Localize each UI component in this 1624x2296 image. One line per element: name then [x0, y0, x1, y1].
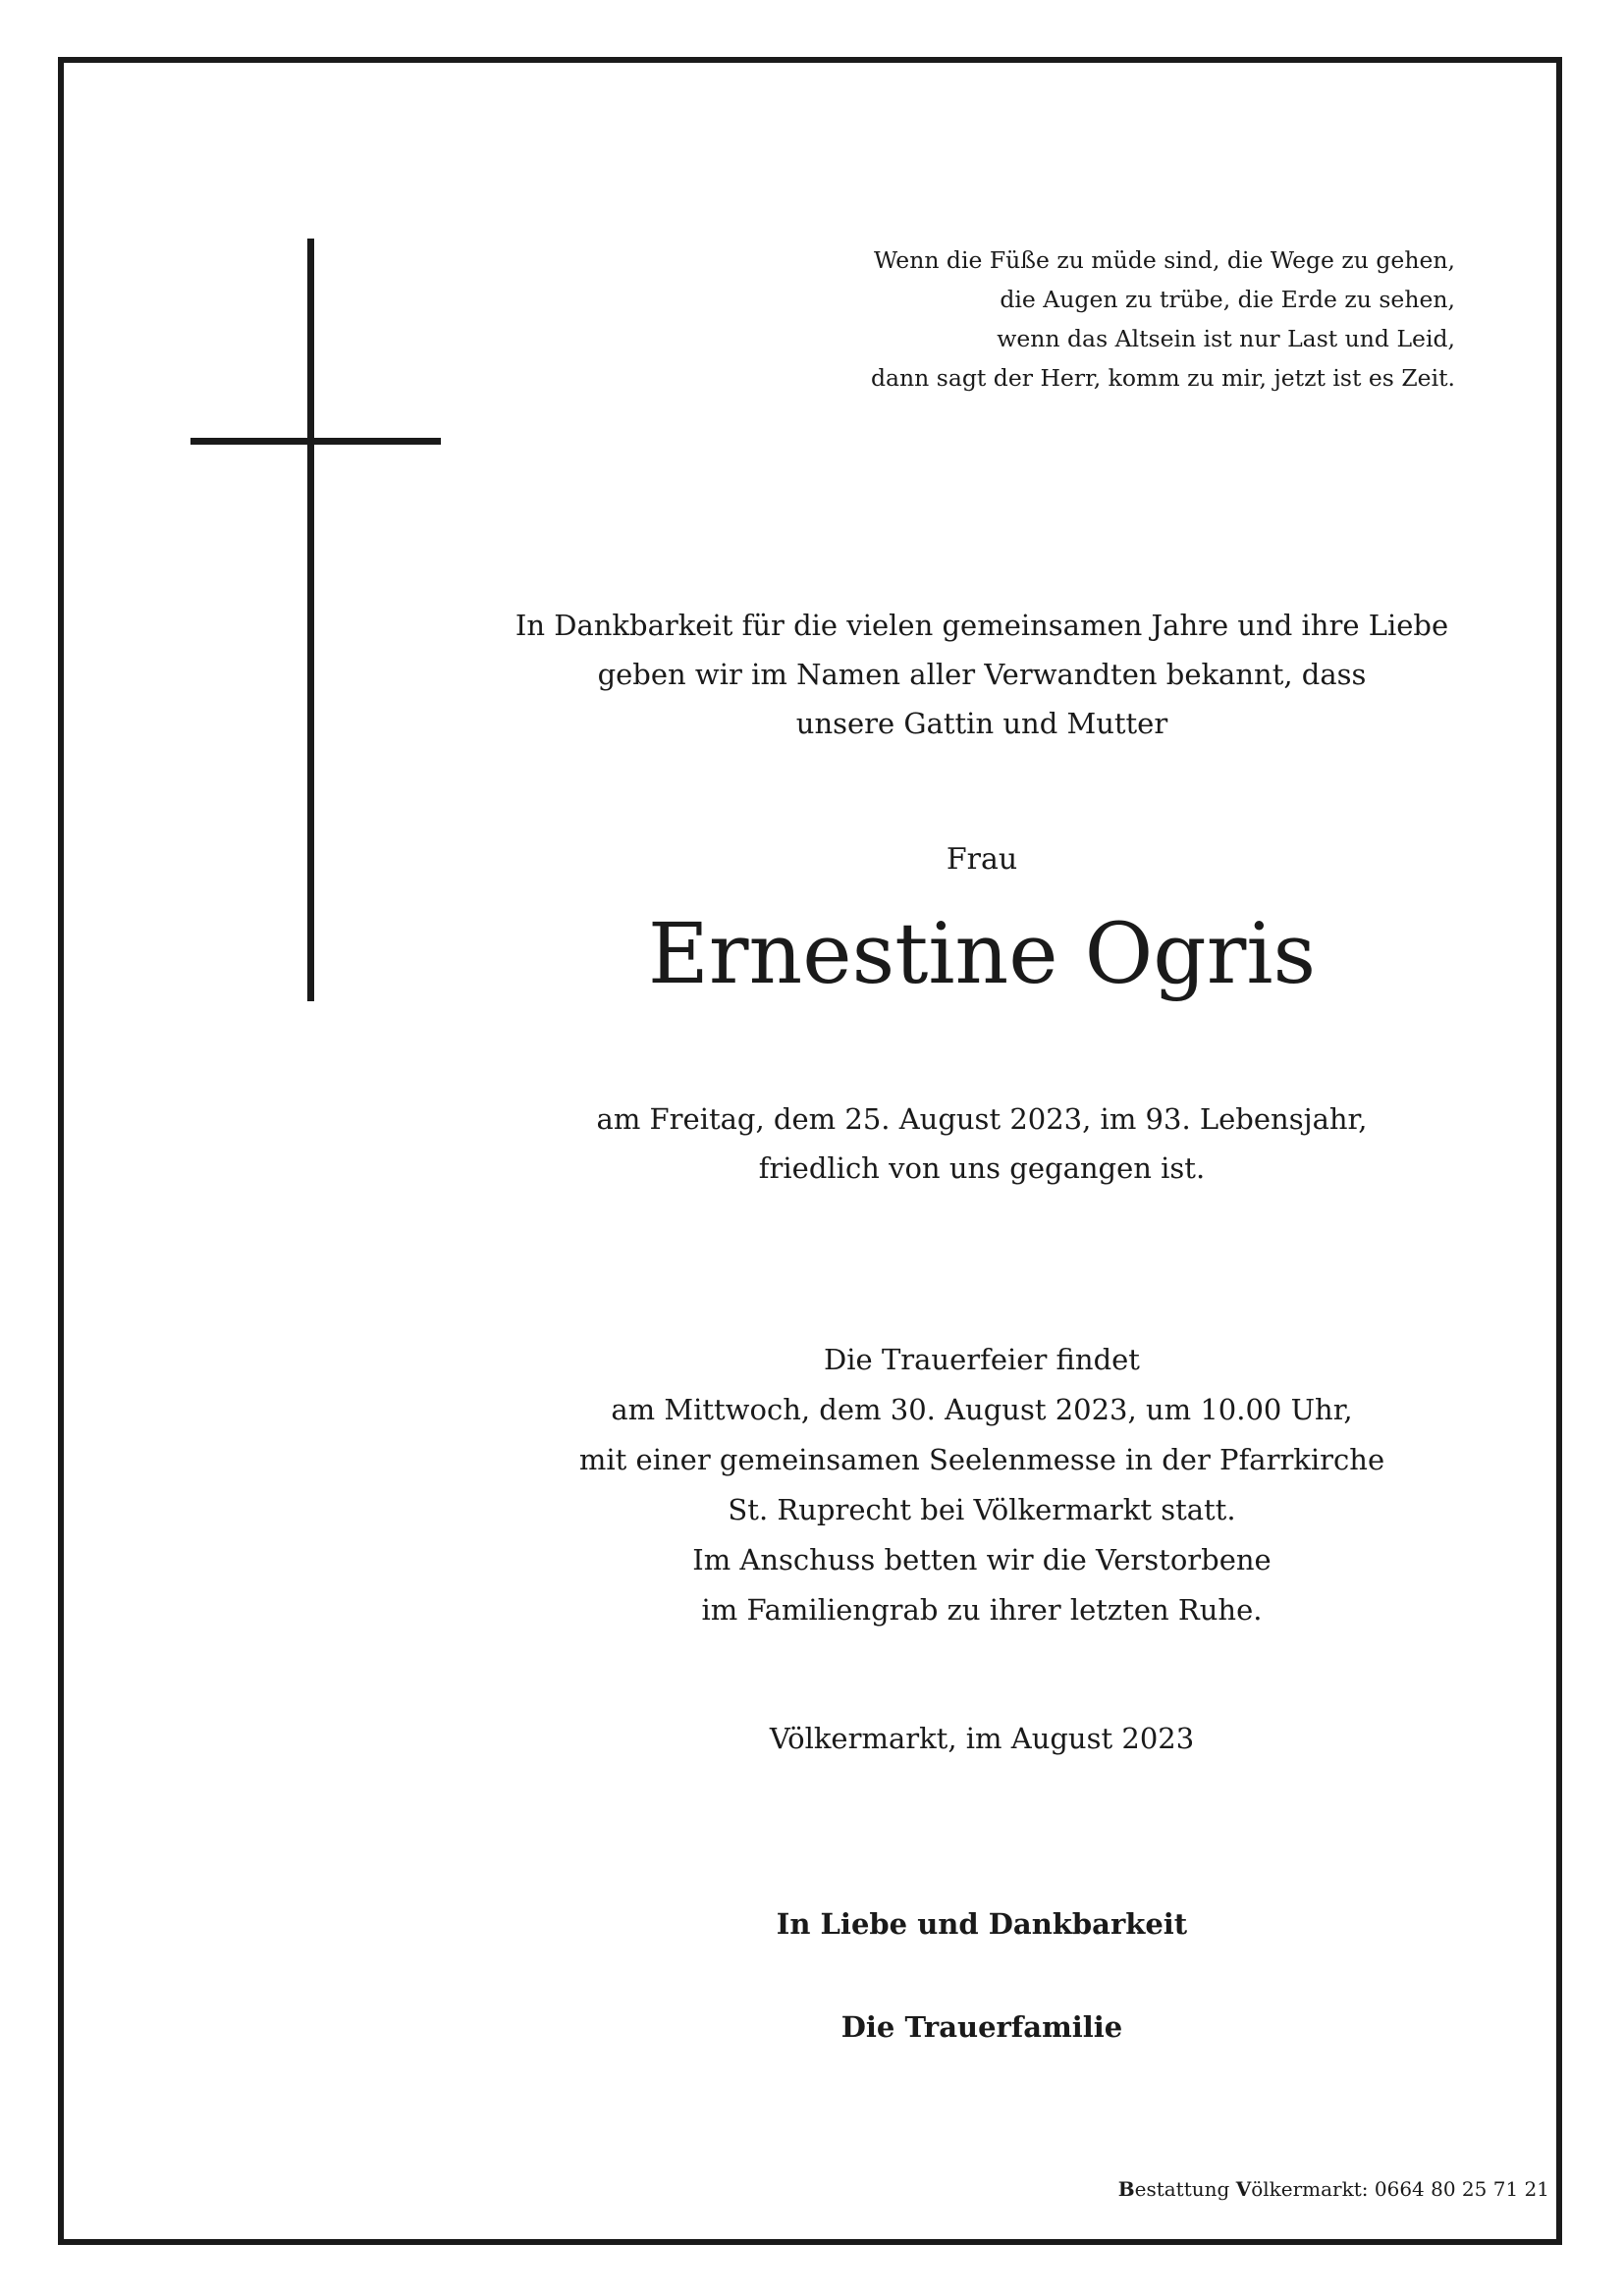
deceased-name: Ernestine Ogris	[647, 906, 1317, 1003]
ceremony-info	[491, 1335, 1473, 1635]
intro-line: In Dankbarkeit für die vielen gemeinsamen Jahre und ihre Liebe	[514, 609, 1449, 642]
poem-line: dann sagt der Herr, komm zu mir, jetzt ist es Zeit.	[870, 364, 1455, 392]
ceremony-line: im Familiengrab zu ihrer letzten Ruhe.	[701, 1593, 1263, 1627]
ceremony-line: Im Anschuss betten wir die Verstorbene	[692, 1543, 1272, 1576]
ceremony-line: am Mittwoch, dem 30. August 2023, um 10.00 Uhr,	[611, 1393, 1353, 1426]
intro-line: geben wir im Namen aller Verwandten bekannt, dass	[597, 658, 1367, 691]
salutation: Frau	[946, 842, 1018, 877]
cross-icon-vertical-bar	[307, 239, 314, 1001]
poem-line: wenn das Altsein ist nur Last und Leid,	[997, 325, 1455, 352]
place-date: Völkermarkt, im August 2023	[769, 1722, 1195, 1755]
footer-text-part2: ölkermarkt: 0664 80 25 71 21	[1251, 2177, 1549, 2201]
intro-text	[491, 601, 1473, 748]
poem-line: die Augen zu trübe, die Erde zu sehen,	[1000, 286, 1455, 313]
death-notice	[491, 1095, 1473, 1193]
signature: Die Trauerfamilie	[840, 2010, 1123, 2044]
footer-initial-b: B	[1117, 2177, 1135, 2201]
poem-line: Wenn die Füße zu müde sind, die Wege zu gehen,	[874, 246, 1455, 274]
closing-line: In Liebe und Dankbarkeit	[776, 1907, 1188, 1941]
poem	[670, 240, 1455, 398]
funeral-home-footer	[1118, 2174, 1549, 2204]
footer-initial-v: V	[1235, 2177, 1252, 2201]
ceremony-line: mit einer gemeinsamen Seelenmesse in der Pfarrkirche	[578, 1443, 1385, 1476]
cross-icon-horizontal-bar	[190, 438, 441, 445]
footer-text-part1: estattung	[1134, 2177, 1236, 2201]
intro-line: unsere Gattin und Mutter	[795, 707, 1168, 740]
death-notice-line: am Freitag, dem 25. August 2023, im 93. Lebensjahr,	[596, 1102, 1368, 1136]
death-notice-line: friedlich von uns gegangen ist.	[758, 1151, 1206, 1185]
ceremony-line: Die Trauerfeier findet	[824, 1343, 1140, 1376]
ceremony-line: St. Ruprecht bei Völkermarkt statt.	[728, 1493, 1236, 1526]
